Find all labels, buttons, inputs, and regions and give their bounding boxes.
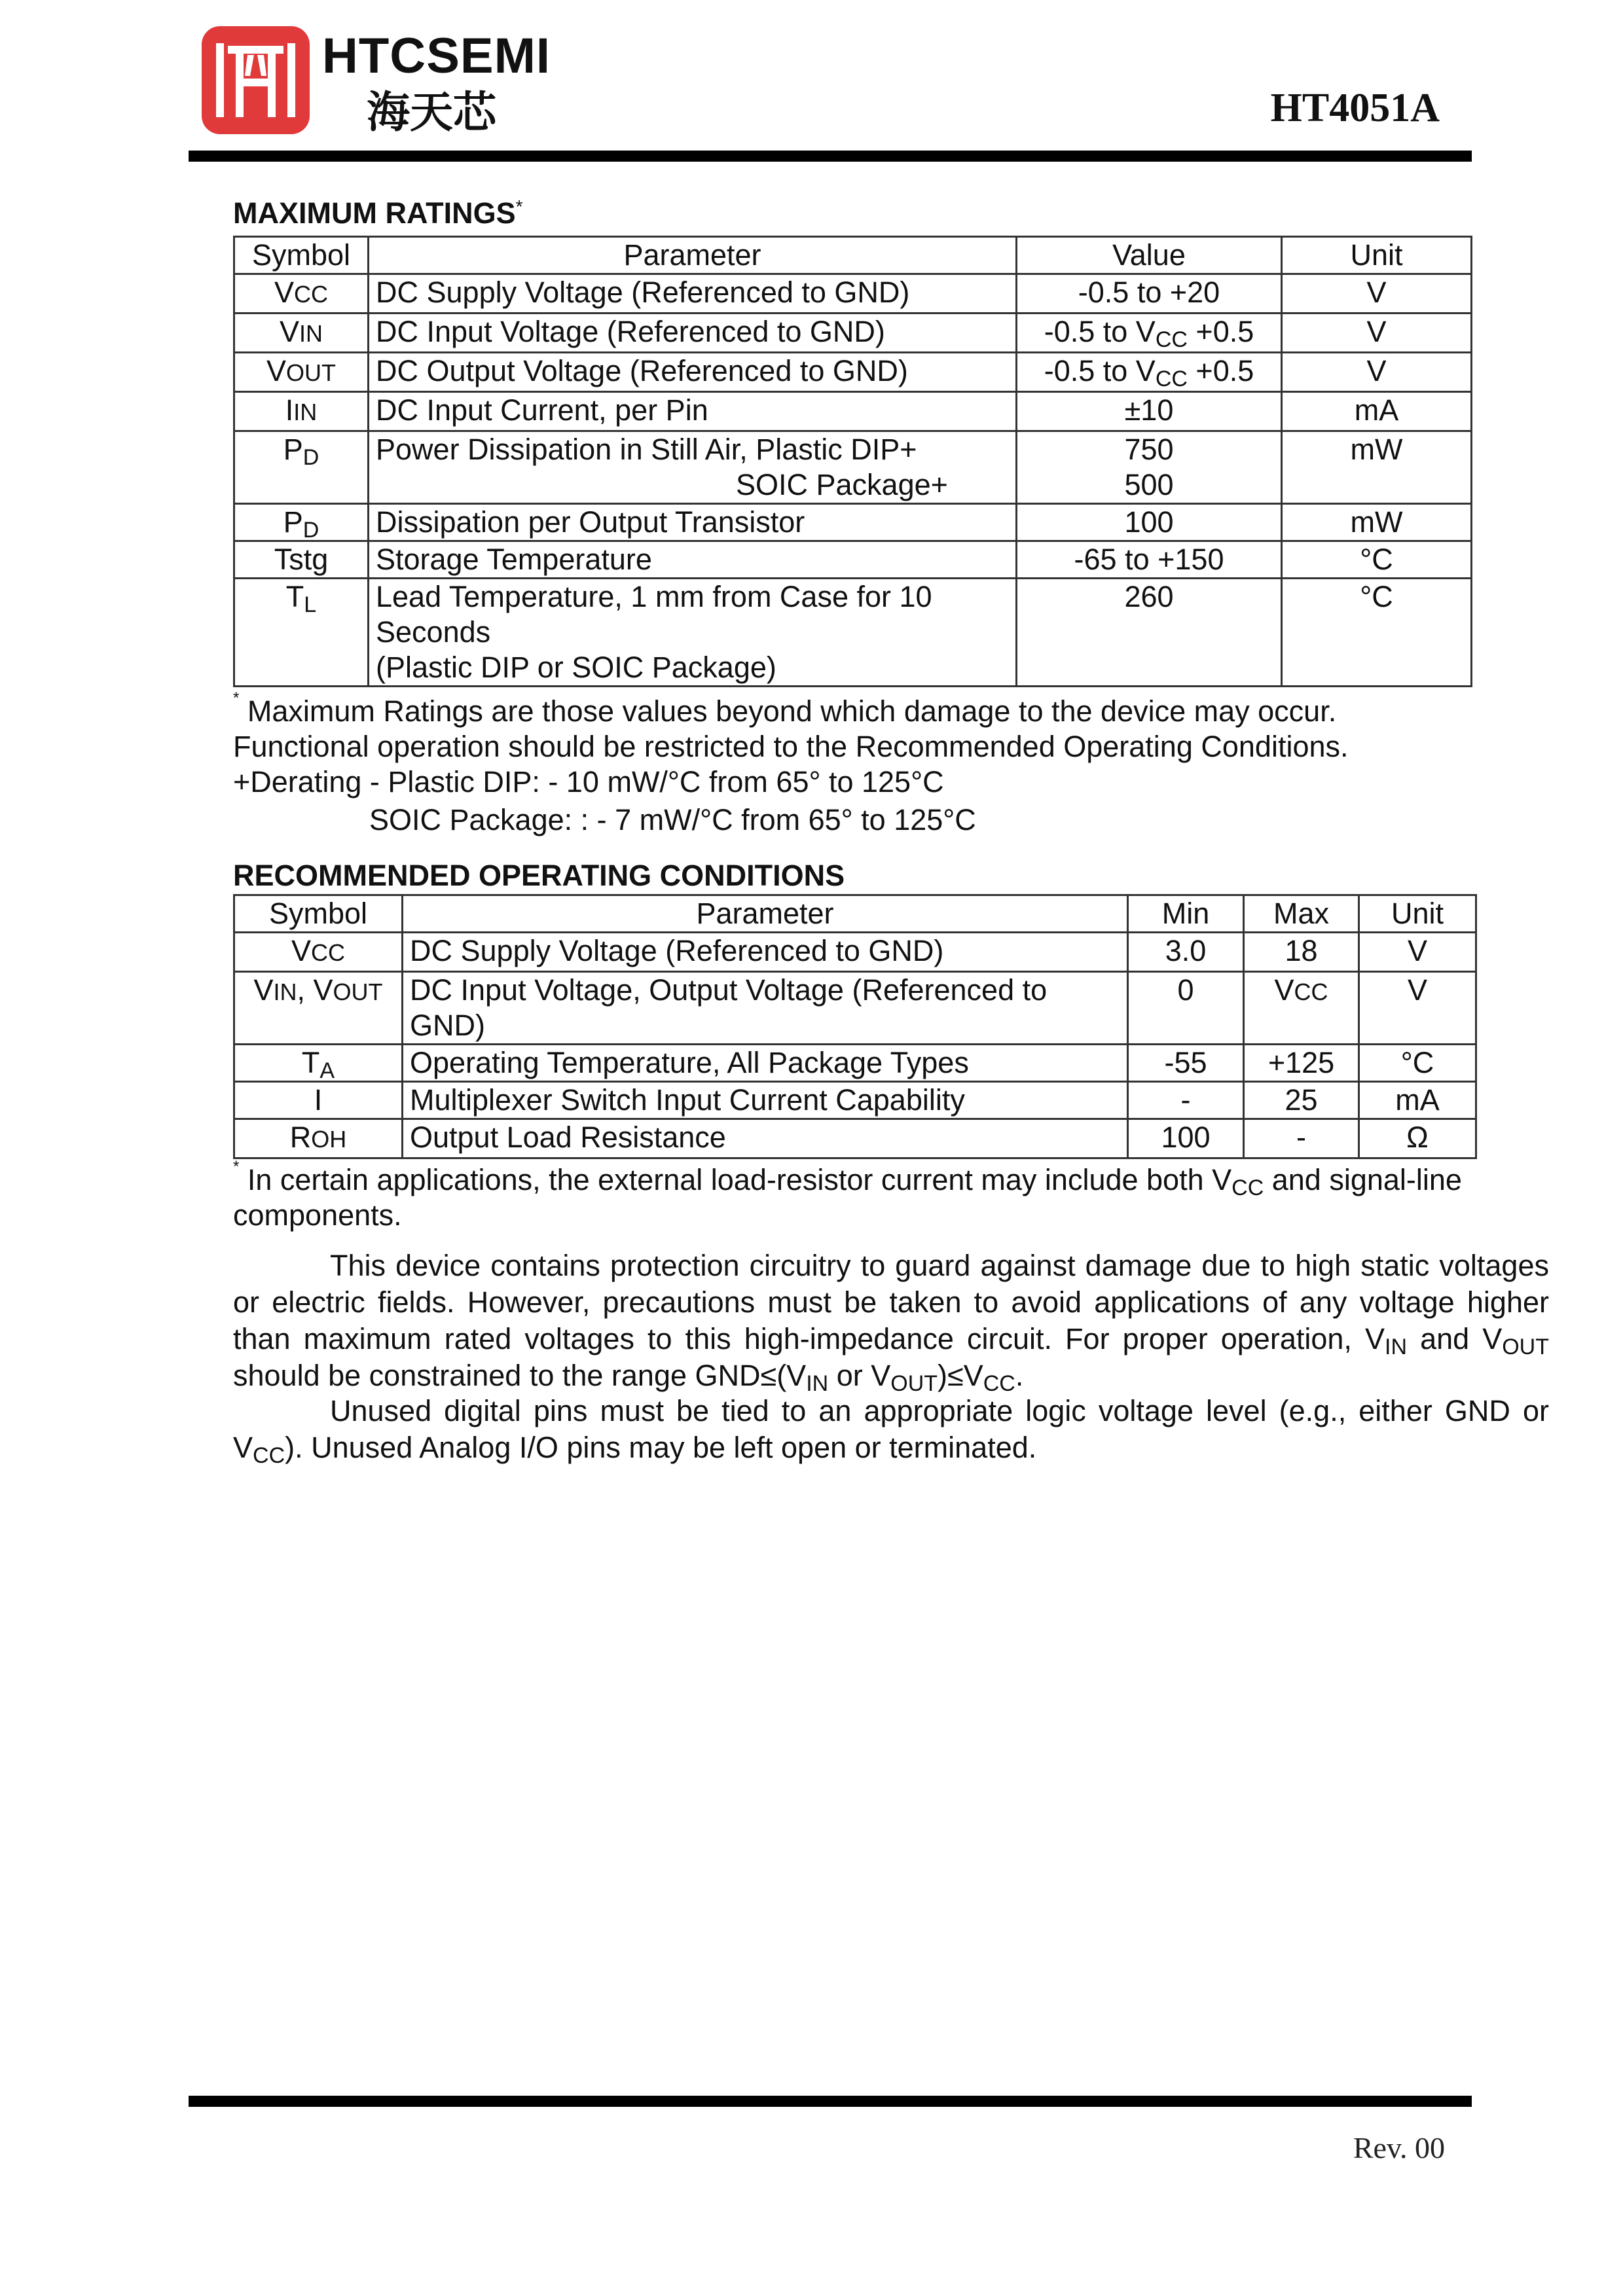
parameter-cell: Output Load Resistance (403, 1119, 1128, 1158)
symbol-cell: VIN, VOUT (234, 972, 403, 1045)
symbol-cell: VIN (234, 314, 369, 353)
recommended-note: * In certain applications, the external load-resistor current may include both $V_{CC}$ and signal-line components. (233, 1158, 1462, 1232)
column-header: Unit (1359, 895, 1476, 933)
symbol-cell: $P_D$ (234, 504, 369, 541)
symbol-cell: $T_L$ (234, 579, 369, 687)
column-header: Symbol (234, 237, 369, 274)
part-number: HT4051A (1270, 86, 1440, 130)
table-row (234, 392, 1472, 431)
parameter-cell: DC Input Voltage (Referenced to GND) (369, 314, 1017, 353)
company-logo-icon (202, 26, 310, 134)
parameter-cell: Lead Temperature, 1 mm from Case for 10 Seconds (Plastic DIP or SOIC Package) (369, 579, 1017, 687)
table-row (234, 274, 1472, 314)
unit-cell: mW (1282, 431, 1472, 504)
min-cell: 100 (1128, 1119, 1244, 1158)
parameter-cell: DC Input Current, per Pin (369, 392, 1017, 431)
recommended-conditions-title: RECOMMENDED OPERATING CONDITIONS (233, 859, 845, 892)
parameter-cell: DC Input Voltage, Output Voltage (Referenced to GND) (403, 972, 1128, 1045)
value-cell: 750 500 (1017, 431, 1282, 504)
parameter-cell: DC Supply Voltage (Referenced to GND) (403, 933, 1128, 972)
parameter-cell: DC Output Voltage (Referenced to GND) (369, 353, 1017, 392)
max-cell: VCC (1244, 972, 1359, 1045)
unit-cell: V (1282, 274, 1472, 314)
table-row (234, 431, 1472, 504)
column-header: Parameter (403, 895, 1128, 933)
column-header: Symbol (234, 895, 403, 933)
footer-rule (189, 2096, 1472, 2107)
min-cell: - (1128, 1082, 1244, 1119)
column-header: Parameter (369, 237, 1017, 274)
table-row (234, 579, 1472, 687)
table-row (234, 933, 1476, 972)
parameter-cell: Multiplexer Switch Input Current Capability (403, 1082, 1128, 1119)
table-row (234, 541, 1472, 579)
value-cell: -0.5 to $V_{CC} +0.5$ (1017, 314, 1282, 353)
max-cell: 18 (1244, 933, 1359, 972)
table-header-row (234, 237, 1472, 274)
symbol-cell: I (234, 1082, 403, 1119)
symbol-cell: VCC (234, 933, 403, 972)
max-ratings-notes: * Maximum Ratings are those values beyond which damage to the device may occur. Functional operation should be restricted to the Recommended Operating Conditions. +Derating - Plastic DIP: - 10 mW/°C from 65° to 125°C SOIC Package: : - 7 mW/°C from 65° to 125°C (233, 689, 1349, 836)
brand-name-chinese: 海天芯 (367, 86, 496, 137)
table-row (234, 353, 1472, 392)
unused-pins-paragraph: Unused digital pins must be tied to an appropriate logic voltage level (e.g., either GND or $V_{CC}$). Unused Analog I/O pins may be left open or terminated. (233, 1394, 1549, 1468)
min-cell: -55 (1128, 1045, 1244, 1082)
max-cell: - (1244, 1119, 1359, 1158)
parameter-cell: Power Dissipation in Still Air, Plastic DIP+ SOIC Package+ (369, 431, 1017, 504)
max-ratings-table (233, 236, 1472, 687)
value-cell: -65 to +150 (1017, 541, 1282, 579)
symbol-cell: $T_A$ (234, 1045, 403, 1082)
column-header: Value (1017, 237, 1282, 274)
header-rule (189, 151, 1472, 162)
table-row (234, 972, 1476, 1045)
max-cell: 25 (1244, 1082, 1359, 1119)
unit-cell: °C (1282, 541, 1472, 579)
max-cell: +125 (1244, 1045, 1359, 1082)
symbol-cell: $P_D$ (234, 431, 369, 504)
table-row (234, 1045, 1476, 1082)
value-cell: 260 (1017, 579, 1282, 687)
symbol-cell: Tstg (234, 541, 369, 579)
parameter-cell: Dissipation per Output Transistor (369, 504, 1017, 541)
symbol-cell: VOUT (234, 353, 369, 392)
symbol-cell: ROH (234, 1119, 403, 1158)
unit-cell: mW (1282, 504, 1472, 541)
column-header: Unit (1282, 237, 1472, 274)
unit-cell: V (1359, 933, 1476, 972)
value-cell: -0.5 to +20 (1017, 274, 1282, 314)
table-header-row (234, 895, 1476, 933)
unit-cell: V (1282, 353, 1472, 392)
brand-name: HTCSEMI (322, 28, 551, 84)
symbol-cell: VCC (234, 274, 369, 314)
unit-cell: V (1359, 972, 1476, 1045)
table-row (234, 504, 1472, 541)
value-cell: -0.5 to $V_{CC} +0.5$ (1017, 353, 1282, 392)
value-cell: 100 (1017, 504, 1282, 541)
revision-label: Rev. 00 (1353, 2131, 1445, 2164)
unit-cell: V (1282, 314, 1472, 353)
parameter-cell: Storage Temperature (369, 541, 1017, 579)
column-header: Min (1128, 895, 1244, 933)
parameter-cell: DC Supply Voltage (Referenced to GND) (369, 274, 1017, 314)
unit-cell: mA (1359, 1082, 1476, 1119)
table-row (234, 1082, 1476, 1119)
column-header: Max (1244, 895, 1359, 933)
min-cell: 3.0 (1128, 933, 1244, 972)
recommended-conditions-table (233, 894, 1477, 1159)
unit-cell: °C (1359, 1045, 1476, 1082)
max-ratings-title: MAXIMUM RATINGS* (233, 196, 523, 230)
value-cell: ±10 (1017, 392, 1282, 431)
protection-paragraph: This device contains protection circuitry to guard against damage due to high static voltages or electric fields. However, precautions must be taken to avoid applications of any voltage higher than maximum rated voltages to this high-impedance circuit. For proper operation, $V_{IN}$ and $V_{OUT}$ should be constrained to the range $GND\le(V_{IN}$ or $V_{OUT})\le V_{CC}$. (233, 1249, 1550, 1396)
symbol-cell: IIN (234, 392, 369, 431)
parameter-cell: Operating Temperature, All Package Types (403, 1045, 1128, 1082)
unit-cell: °C (1282, 579, 1472, 687)
unit-cell: Ω (1359, 1119, 1476, 1158)
table-row (234, 314, 1472, 353)
unit-cell: mA (1282, 392, 1472, 431)
min-cell: 0 (1128, 972, 1244, 1045)
